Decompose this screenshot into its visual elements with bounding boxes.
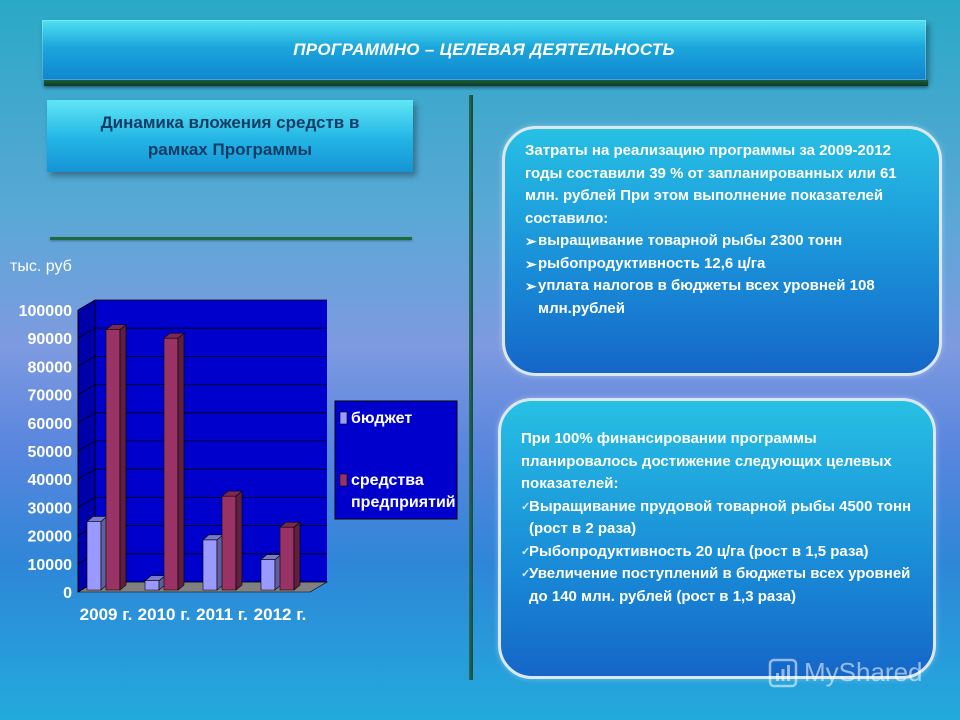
- bar-front-s1-c1: [164, 338, 178, 590]
- targets-item-text: Рыбопродуктивность 20 ц/га (рост в 1,5 раза): [529, 542, 869, 560]
- arrow-bullet-icon: ➢: [525, 255, 537, 272]
- results-item: [525, 230, 925, 253]
- targets-item: [521, 496, 919, 541]
- title-underline: [44, 80, 928, 86]
- y-tick-label: 0: [63, 585, 72, 602]
- bar-side-s1-c1: [178, 333, 184, 590]
- bar-front-s1-c3: [280, 527, 294, 590]
- bar-side-s1-c3: [294, 522, 300, 590]
- arrow-bullet-icon: ➢: [525, 233, 537, 249]
- y-tick-label: 80000: [27, 359, 72, 377]
- y-tick-label: 100000: [18, 303, 72, 320]
- targets-item-text: Увеличение поступлений в бюджеты всех уровней до 140 млн. рублей (рост в 1,3 раза): [529, 565, 911, 605]
- targets-item: [521, 563, 919, 608]
- targets-item: [521, 541, 919, 564]
- watermark: [768, 657, 923, 688]
- results-item-text: выращивание товарной рыбы 2300 тонн: [538, 232, 843, 249]
- y-tick-label: 90000: [27, 331, 72, 349]
- myshared-logo-icon: [768, 658, 798, 688]
- targets-box: [498, 398, 936, 679]
- x-tick-label: 2009 г.: [79, 605, 133, 624]
- y-tick-label: 60000: [27, 415, 72, 433]
- subtitle-line-2: рамках Программы: [147, 140, 313, 159]
- unit-label: тыс. руб: [10, 258, 72, 275]
- subtitle-line-1: Динамика вложения средств в: [100, 113, 360, 132]
- x-tick-label: 2011 г.: [196, 605, 248, 624]
- y-tick-label: 50000: [27, 444, 72, 461]
- bar-side-s1-c2: [236, 491, 242, 590]
- y-tick-label: 40000: [27, 472, 72, 490]
- bar-front-s0-c2: [203, 540, 217, 590]
- investment-bar-chart: [0, 290, 465, 635]
- check-bullet-icon: ✓: [521, 500, 531, 513]
- results-item-text: рыбопродуктивность 12,6 ц/га: [538, 254, 766, 272]
- y-tick-label: 10000: [27, 556, 72, 574]
- arrow-bullet-icon: ➢: [525, 278, 537, 294]
- subtitle: [101, 109, 360, 163]
- results-intro: Затраты на реализацию программы за 2009-2012 годы составили 39 % от запланированных или 61 млн. рублей При этом выполнение показателей составило:: [525, 142, 897, 227]
- legend-label: бюджет: [351, 410, 413, 427]
- results-box: [502, 126, 942, 376]
- legend-label: предприятий: [351, 494, 456, 511]
- bar-front-s0-c1: [145, 581, 159, 590]
- watermark-text: MyShared: [804, 657, 923, 687]
- bar-front-s0-c3: [261, 560, 275, 590]
- bar-front-s1-c0: [106, 330, 120, 590]
- results-item: [525, 253, 925, 276]
- legend-label: средства: [351, 472, 424, 489]
- results-item: [525, 275, 925, 320]
- targets-item-text: Выращивание прудовой товарной рыбы 4500 тонн (рост в 2 раза): [529, 497, 912, 537]
- legend-swatch: [340, 474, 347, 486]
- bar-front-s0-c0: [87, 522, 101, 591]
- y-tick-label: 70000: [27, 387, 72, 405]
- page-title: ПРОГРАММНО – ЦЕЛЕВАЯ ДЕЯТЕЛЬНОСТЬ: [293, 40, 675, 59]
- subtitle-underline: [50, 237, 412, 240]
- title-bar: [42, 20, 926, 80]
- y-tick-label: 20000: [27, 528, 72, 546]
- targets-intro: При 100% финансировании программы планировалось достижение следующих целевых показателей:: [521, 430, 892, 492]
- check-bullet-icon: ✓: [521, 545, 531, 558]
- y-tick-label: 30000: [27, 500, 72, 518]
- bar-front-s1-c2: [222, 496, 236, 590]
- vertical-divider: [469, 95, 473, 680]
- x-tick-label: 2010 г.: [137, 605, 191, 624]
- x-tick-label: 2012 г.: [253, 605, 307, 624]
- results-item-text: уплата налогов в бюджеты всех уровней 108 млн.рублей: [538, 277, 875, 317]
- check-bullet-icon: ✓: [521, 568, 531, 580]
- bar-side-s1-c0: [120, 325, 126, 590]
- legend-swatch: [340, 412, 347, 424]
- subtitle-box: [47, 100, 413, 172]
